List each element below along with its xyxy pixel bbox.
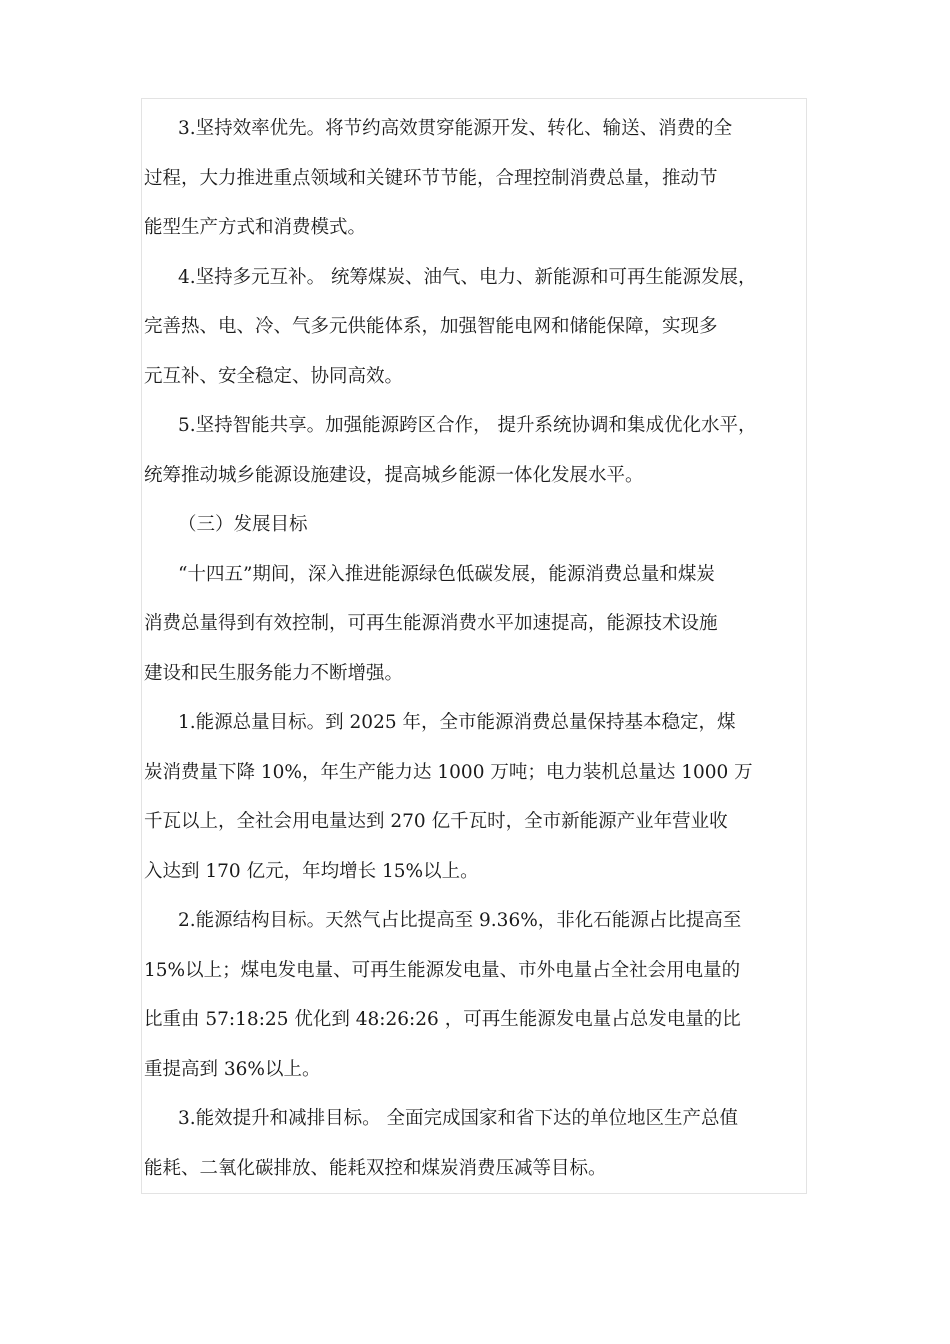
text-line: 4.坚持多元互补。 统筹煤炭、油气、电力、新能源和可再生能源发展， xyxy=(178,266,757,288)
text-line: 统筹推动城乡能源设施建设，提高城乡能源一体化发展水平。 xyxy=(144,464,644,486)
text-line: 千瓦以上，全社会用电量达到 270 亿千瓦时，全市新能源产业年营业收 xyxy=(144,811,728,832)
paragraph-energy-structure-goal xyxy=(144,896,804,1094)
text-line: 5.坚持智能共享。加强能源跨区合作， 提升系统协调和集成优化水平， xyxy=(178,415,757,436)
text-line: 完善热、电、冷、气多元供能体系，加强智能电网和储能保障，实现多 xyxy=(144,316,718,337)
text-line: 比重由 57:18:25 优化到 48:26:26 ，可再生能源发电量占总发电量的比 xyxy=(144,1009,741,1030)
section-heading: （三）发展目标 xyxy=(178,514,308,535)
text-line: 过程，大力推进重点领域和关键环节节能，合理控制消费总量，推动节 xyxy=(144,167,718,189)
text-line: 3.坚持效率优先。将节约高效贯穿能源开发、转化、输送、消费的全 xyxy=(178,118,733,139)
text-line: 入达到 170 亿元，年均增长 15%以上。 xyxy=(144,860,479,882)
paragraph-multi-complement xyxy=(144,253,804,402)
paragraph-smart-sharing xyxy=(144,401,804,500)
text-line: 消费总量得到有效控制，可再生能源消费水平加速提高，能源技术设施 xyxy=(144,613,718,634)
paragraph-efficiency-emission-goal xyxy=(144,1094,804,1193)
text-line: 建设和民生服务能力不断增强。 xyxy=(144,662,404,684)
text-line: 能型生产方式和消费模式。 xyxy=(144,217,367,238)
text-line: 重提高到 36%以上。 xyxy=(144,1058,321,1080)
text-line: “十四五”期间，深入推进能源绿色低碳发展，能源消费总量和煤炭 xyxy=(178,563,715,585)
text-line: 3.能效提升和减排目标。 全面完成国家和省下达的单位地区生产总值 xyxy=(178,1108,739,1129)
text-line: 炭消费量下降 10%，年生产能力达 1000 万吨；电力装机总量达 1000 万 xyxy=(144,761,753,783)
text-line: 2.能源结构目标。天然气占比提高至 9.36%，非化石能源占比提高至 xyxy=(178,910,742,931)
document-body xyxy=(144,104,804,1193)
text-line: 15%以上；煤电发电量、可再生能源发电量、市外电量占全社会用电量的 xyxy=(144,959,741,981)
paragraph-total-energy-goal xyxy=(144,698,804,896)
paragraph-efficiency-priority xyxy=(144,104,804,253)
paragraph-overview xyxy=(144,550,804,699)
text-line: 能耗、二氧化碳排放、能耗双控和煤炭消费压减等目标。 xyxy=(144,1157,607,1179)
text-line: 1.能源总量目标。到 2025 年，全市能源消费总量保持基本稳定，煤 xyxy=(178,712,736,733)
text-line: 元互补、安全稳定、协同高效。 xyxy=(144,365,404,387)
